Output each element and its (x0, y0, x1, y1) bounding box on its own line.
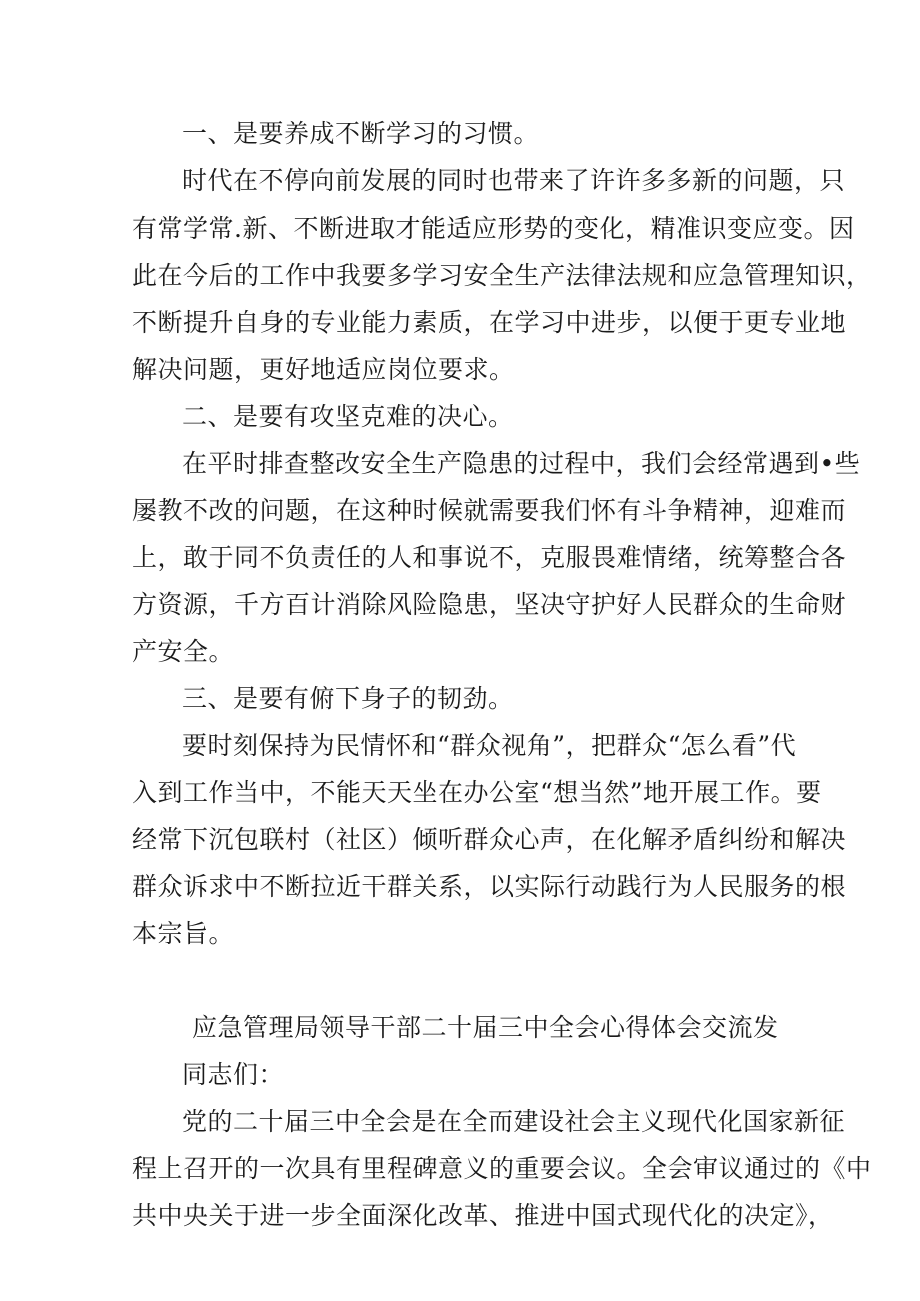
section-3-line-4: 群众诉求中不断拉近干群关系，以实际行动践行为人民服务的根 (132, 872, 847, 901)
article-title: 应急管理局领导干部二十届三中全会心得体会交流发 (192, 1013, 779, 1042)
section-2-line-2: 屡教不改的问题，在这种时候就需要我们怀有斗争精神，迎难而 (132, 496, 847, 525)
section-1-line-4: 不断提升自身的专业能力素质，在学习中进步，以便于更专业地 (132, 308, 847, 337)
section-1-line-5: 解决问题，更好地适应岗位要求。 (132, 355, 515, 384)
article-line-3: 共中央关于进一步全面深化改革、推进中国式现代化的决定》， (132, 1201, 834, 1230)
section-2-line-4: 方资源，千方百计消除风险隐患，坚决守护好人民群众的生命财 (132, 590, 847, 619)
section-1-heading: 一、是要养成不断学习的习惯。 (182, 119, 540, 148)
section-3-line-3: 经常下沉包联村（社区）倾听群众心声，在化解矛盾纠纷和解决 (132, 825, 847, 854)
section-1-line-2: 有常学常.新、不断进取才能适应形势的变化，精准识变应变。因 (132, 214, 855, 243)
section-3-line-2: 入到工作当中，不能天天坐在办公室“想当然”地开展工作。要 (132, 778, 822, 807)
section-2-line-3: 上，敢于同不负责任的人和事说不，克服畏难情绪，统筹整合各 (132, 543, 847, 572)
section-3-line-5: 本宗旨。 (132, 919, 235, 948)
section-1-line-1: 时代在不停向前发展的同时也带来了许许多多新的问题，只 (182, 166, 846, 195)
article-line-2: 程上召开的一次具有里程碑意义的重要会议。全会审议通过的《中 (132, 1154, 872, 1183)
article-line-1: 党的二十届三中全会是在全而建设社会主义现代化国家新征 (182, 1107, 846, 1136)
section-3-line-1: 要时刻保持为民情怀和“群众视角”，把群众“怎么看”代 (182, 731, 797, 760)
section-1-line-3: 此在今后的工作中我要多学习安全生产法律法规和应急管理知识， (132, 261, 872, 290)
section-2-heading: 二、是要有攻坚克难的决心。 (182, 402, 514, 431)
section-2-line-5: 产安全。 (132, 637, 235, 666)
salutation: 同志们： (182, 1060, 285, 1089)
section-2-line-1: 在平时排查整改安全生产隐患的过程中，我们会经常遇到•些 (182, 449, 861, 478)
section-3-heading: 三、是要有俯下身子的韧劲。 (182, 684, 514, 713)
